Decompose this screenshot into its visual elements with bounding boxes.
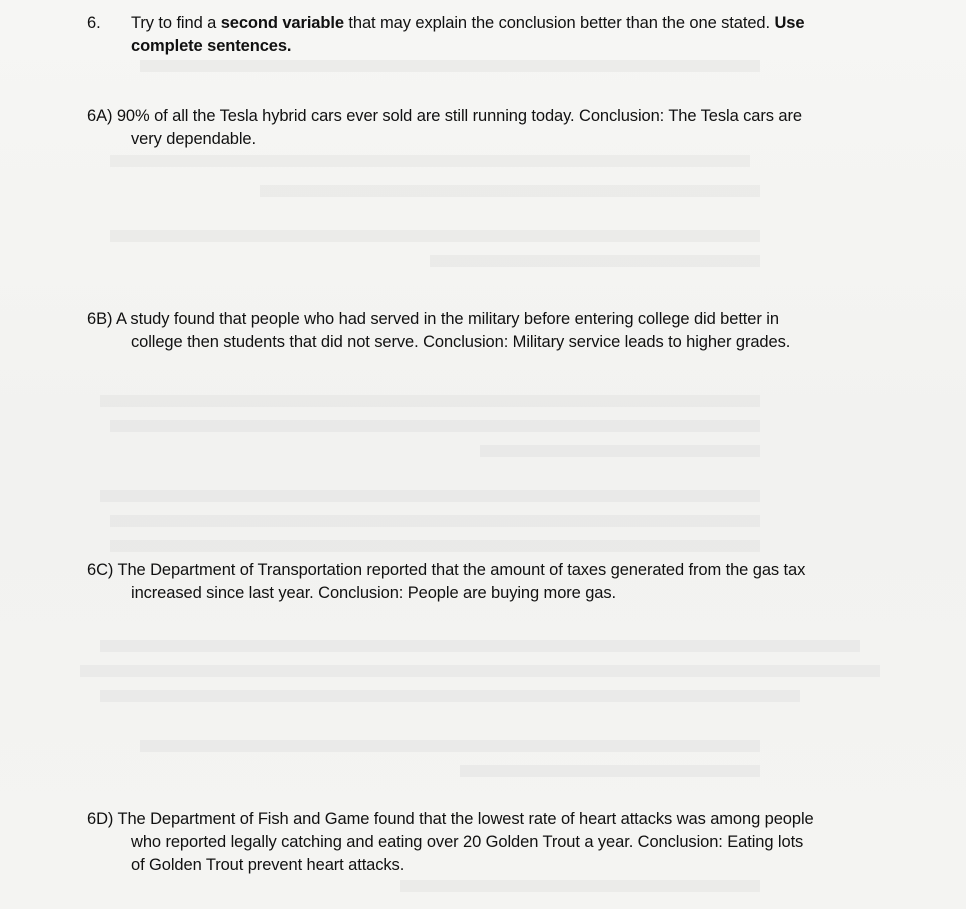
bleed-through-line: [260, 185, 760, 197]
question-6a-line2: very dependable.: [131, 130, 256, 148]
question-6d-line3: of Golden Trout prevent heart attacks.: [131, 856, 405, 874]
bleed-through-line: [80, 665, 880, 677]
question-6b-line1: 6B) A study found that people who had served in the military before entering college did better in: [87, 310, 779, 328]
question-6: [87, 12, 887, 58]
bleed-through-line: [110, 515, 760, 527]
question-6c-line2: increased since last year. Conclusion: People are buying more gas.: [131, 584, 617, 602]
question-6-instruction: Try to find a second variable that may explain the conclusion better than the one stated. Use complete sentences.: [131, 14, 805, 55]
question-6b-line2: college then students that did not serve. Conclusion: Military service leads to higher grades.: [131, 333, 791, 351]
question-6d-line2: who reported legally catching and eating over 20 Golden Trout a year. Conclusion: Eating lots: [131, 833, 804, 851]
bleed-through-line: [110, 420, 760, 432]
question-number: 6.: [87, 14, 101, 32]
bleed-through-line: [140, 60, 760, 72]
bleed-through-line: [400, 880, 760, 892]
bleed-through-line: [100, 490, 760, 502]
question-6c: [87, 559, 887, 605]
bleed-through-line: [480, 445, 760, 457]
bleed-through-line: [430, 255, 760, 267]
bleed-through-line: [110, 540, 760, 552]
question-6c-line1: 6C) The Department of Transportation reported that the amount of taxes generated from the gas tax: [87, 561, 806, 579]
question-6a: [87, 105, 897, 151]
bleed-through-line: [140, 740, 760, 752]
question-6d-line1: 6D) The Department of Fish and Game found that the lowest rate of heart attacks was among people: [87, 810, 814, 828]
question-6a-line1: 6A) 90% of all the Tesla hybrid cars ever sold are still running today. Conclusion: The Tesla cars are: [87, 107, 802, 125]
question-6b: [87, 308, 887, 354]
bleed-through-line: [100, 690, 800, 702]
bleed-through-line: [110, 155, 750, 167]
bleed-through-line: [460, 765, 760, 777]
bleed-through-line: [100, 640, 860, 652]
bleed-through-line: [110, 230, 760, 242]
bleed-through-line: [100, 395, 760, 407]
question-6d: [87, 808, 897, 877]
